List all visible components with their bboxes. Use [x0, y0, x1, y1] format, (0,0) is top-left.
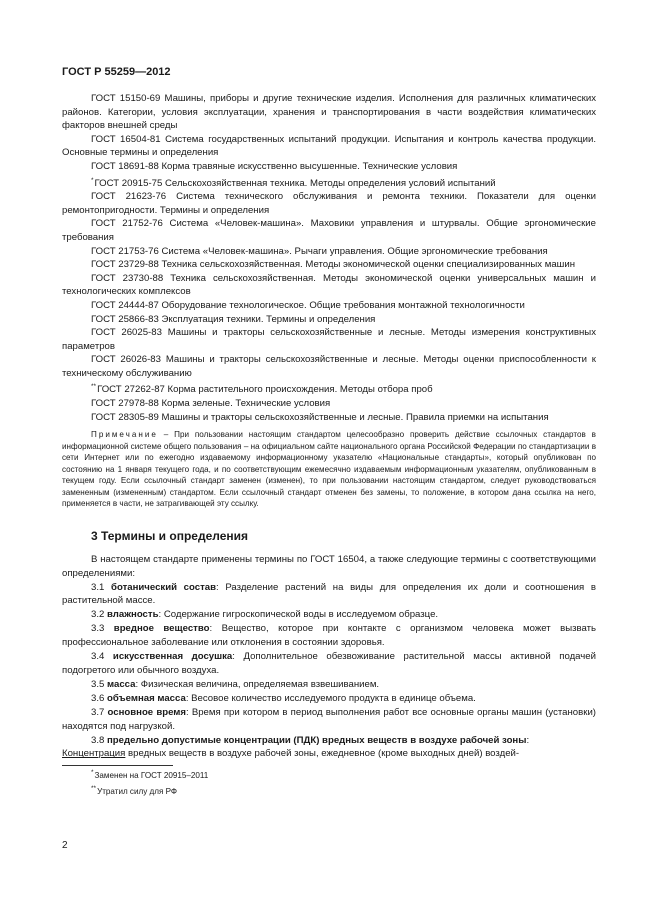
term-number: 3.5	[91, 678, 105, 690]
reference-text: ГОСТ 25866-83 Эксплуатация техники. Термины и определения	[91, 313, 376, 325]
term-item	[62, 678, 596, 692]
reference-item	[62, 217, 596, 244]
term-number: 3.6	[91, 692, 105, 704]
footnote-marker: *	[91, 176, 94, 184]
page-number: 2	[62, 840, 68, 851]
footnote-text: Утратил силу для РФ	[97, 786, 178, 796]
term-name: объемная масса	[107, 692, 186, 704]
term-number: 3.1	[91, 581, 105, 593]
reference-text: ГОСТ 26026-83 Машины и тракторы сельскохозяйственные и лесные. Методы оценки приспособленности к техническому обслуживанию	[62, 354, 596, 379]
term-item	[62, 608, 596, 622]
continuation-text: вредных веществ в воздухе рабочей зоны, ежедневное (кроме выходных дней) воздей-	[125, 748, 520, 760]
section-title: 3 Термины и определения	[91, 528, 249, 543]
term-name: вредное вещество	[113, 623, 210, 635]
term-number: 3.2	[91, 609, 105, 621]
footnote-marker: **	[91, 383, 97, 391]
term-definition: : Дополнительное обезвоживание растительной массы активной подачей подогретого или обычного воздуха.	[62, 651, 596, 676]
reference-text: ГОСТ 20915-75 Сельскохозяйственная техника. Методы определения условий испытаний	[94, 177, 496, 189]
reference-text: ГОСТ 21753-76 Система «Человек-машина». Рычаги управления. Общие эргономические требования	[91, 245, 548, 257]
normative-references-list	[62, 92, 596, 424]
reference-item	[62, 299, 596, 313]
term-item	[62, 692, 596, 706]
term-name: предельно допустимые концентрации (ПДК) вредных веществ в воздухе рабочей зоны	[107, 734, 527, 746]
term-number: 3.7	[91, 706, 105, 718]
term-definition: : Содержание гигроскопической воды в исследуемом образце.	[158, 609, 439, 621]
reference-item	[62, 245, 596, 259]
term-continuation	[62, 747, 596, 761]
reference-text: ГОСТ 27978-88 Корма зеленые. Технические условия	[91, 398, 331, 410]
note-text: – При пользовании настоящим стандартом целесообразно проверить действие ссылочных стандартов в информационной системе общего пользования – на официальном сайте национального органа Российской Федерации по стандартизации в сети Интернет или по ежегодно издаваемому информационному указателю «Национальные стандарты», который опубликован по состоянию на 1 января текущего года, и по соответствующим ежемесячно издаваемым информационным указателям, опубликованным в текущем году. Если ссылочный стандарт заменен (изменен), то при пользовании настоящим стандартом, следует руководствоваться замененным (измененным) стандартом. Если ссылочный стандарт отменен без замены, то положение, в котором дана ссылка на него, применяется в части, не затрагивающей эту ссылку.	[62, 430, 596, 509]
reference-text: ГОСТ 16504-81 Система государственных испытаний продукции. Испытания и контроль качества продукции. Основные термины и определения	[62, 133, 596, 159]
document-header: ГОСТ Р 55259—2012	[62, 66, 171, 78]
reference-item	[62, 380, 596, 397]
reference-text: ГОСТ 18691-88 Корма травяные искусственно высушенные. Технические условия	[91, 160, 458, 172]
term-number: 3.4	[91, 651, 105, 663]
term-item	[62, 581, 596, 609]
document-body	[62, 92, 596, 797]
term-definition: : Физическая величина, определяемая взвешиванием.	[135, 678, 380, 690]
term-name: влажность	[107, 609, 159, 621]
reference-item	[62, 397, 596, 411]
reference-item	[62, 258, 596, 272]
term-definition: : Весовое количество исследуемого продукта в единице объема.	[185, 692, 476, 704]
reference-text: ГОСТ 26025-83 Машины и тракторы сельскохозяйственные и лесные. Методы измерения конструктивных параметров	[62, 327, 596, 352]
footnote-text: Заменен на ГОСТ 20915–2011	[94, 771, 209, 781]
footnote-rule	[62, 765, 173, 766]
footnote-item	[91, 783, 596, 798]
term-item	[62, 706, 596, 734]
term-item	[62, 650, 596, 678]
note-paragraph	[62, 429, 596, 510]
reference-item	[62, 133, 596, 160]
footnotes	[62, 767, 596, 797]
reference-item	[62, 272, 596, 299]
term-definition: : Время при котором в период выполнения работ все основные органы машин (установки) находятся под нагрузкой.	[62, 706, 596, 732]
reference-text: ГОСТ 28305-89 Машины и тракторы сельскохозяйственные и лесные. Правила приемки на испытания	[91, 411, 549, 423]
term-definition: : Разделение растений на виды для определения их доли и соотношения в растительной массе.	[62, 581, 596, 607]
term-number: 3.3	[91, 623, 105, 635]
reference-text: ГОСТ 24444-87 Оборудование технологическое. Общие требования монтажной технологичности	[91, 299, 525, 311]
terms-list	[62, 581, 596, 748]
reference-item	[62, 313, 596, 327]
reference-text: ГОСТ 23730-88 Техника сельскохозяйственная. Методы экономической оценки универсальных машин и технологических комплексов	[62, 272, 596, 298]
reference-text: ГОСТ 27262-87 Корма растительного происхождения. Методы отбора проб	[97, 384, 433, 396]
reference-text: ГОСТ 15150-69 Машины, приборы и другие технические изделия. Исполнения для различных климатических районов. Категории, условия эксплуатации, хранения и транспортирования в части воздействия климатических факторов внешней среды	[62, 93, 596, 132]
reference-item	[62, 190, 596, 217]
term-name: искусственная досушка	[112, 651, 233, 663]
reference-item	[62, 326, 596, 353]
footnote-mark: *	[91, 769, 94, 777]
reference-item	[62, 160, 596, 174]
reference-text: ГОСТ 21623-76 Система технического обслуживания и ремонта техники. Показатели для оценки ремонтопригодности. Термины и определения	[62, 191, 596, 216]
term-definition: : Вещество, которое при контакте с организмом человека может вызвать профессиональное заболевание или отклонения в состоянии здоровья.	[62, 623, 596, 649]
underlined-word: Концентрация	[62, 748, 126, 760]
term-item	[62, 734, 596, 748]
term-item	[62, 622, 596, 650]
term-definition: :	[526, 734, 530, 746]
reference-item	[62, 353, 596, 380]
footnote-item	[91, 767, 596, 782]
reference-text: ГОСТ 21752-76 Система «Человек-машина». Маховики управления и штурвалы. Общие эргономические требования	[62, 218, 596, 243]
footnote-mark: **	[91, 784, 97, 792]
note-label: Примечание	[91, 430, 158, 440]
reference-item	[62, 411, 596, 425]
section-intro: В настоящем стандарте применены термины по ГОСТ 16504, а также следующие термины с соответствующими определениями:	[62, 553, 596, 579]
term-name: основное время	[107, 706, 186, 718]
reference-text: ГОСТ 23729-88 Техника сельскохозяйственная. Методы экономической оценки специализированных машин	[91, 259, 576, 271]
term-number: 3.8	[91, 734, 105, 746]
reference-item	[62, 92, 596, 133]
reference-item	[62, 174, 596, 191]
term-name: ботанический состав	[111, 581, 216, 593]
term-name: масса	[107, 678, 136, 690]
